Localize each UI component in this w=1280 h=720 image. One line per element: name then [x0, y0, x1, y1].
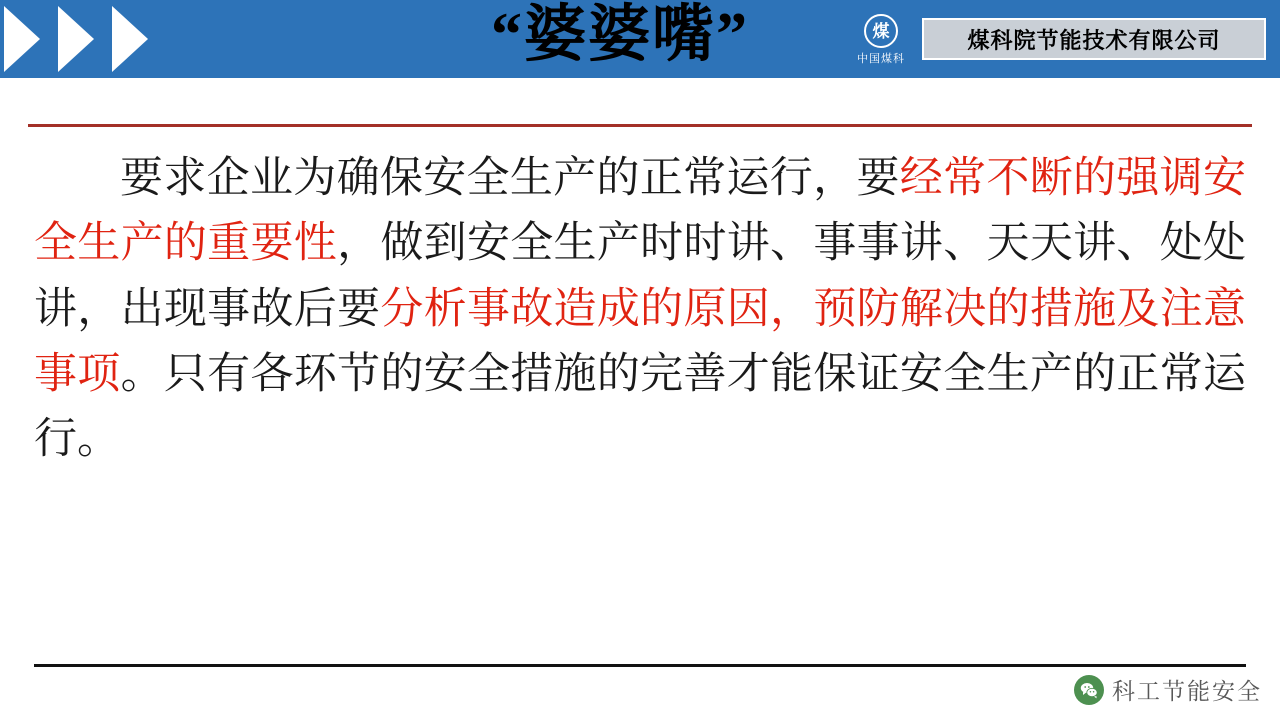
top-divider: [28, 124, 1252, 127]
body-text: 。只有各环节的安全措施的完善才能保证安全生产的正常运行。: [34, 350, 1247, 464]
logo-mark-char: 煤: [872, 21, 890, 41]
chevron-right-icon: [112, 6, 148, 72]
slide-title: “婆婆嘴”: [490, 1, 749, 69]
wechat-icon: [1074, 675, 1104, 705]
company-logo: [845, 10, 917, 70]
body-text: 要求企业为确保安全生产的正常运行，要: [120, 154, 900, 202]
footer-watermark: [1074, 673, 1262, 706]
company-name: 煤科院节能技术有限公司: [967, 27, 1221, 53]
logo-caption: 中国煤科: [857, 53, 905, 65]
slide-header: [0, 0, 1280, 78]
chevron-decoration: [0, 0, 160, 78]
watermark-label: 科工节能安全: [1112, 679, 1262, 704]
highlighted-text: 分析事故造成的原因，预防解决的措施及注意事项: [34, 284, 1247, 399]
body-text: ，做到安全生产时时讲、事事讲、天天讲、处处讲，出现事故后要: [34, 219, 1247, 333]
coal-logo-icon: [864, 14, 898, 48]
chevron-right-icon: [58, 6, 94, 72]
highlighted-text: 经常不断的强调安全生产的重要性: [34, 154, 1247, 268]
bottom-divider: [34, 664, 1246, 667]
chevron-right-icon: [4, 6, 40, 72]
company-name-box: [922, 18, 1266, 60]
body-paragraph: [34, 146, 1246, 473]
